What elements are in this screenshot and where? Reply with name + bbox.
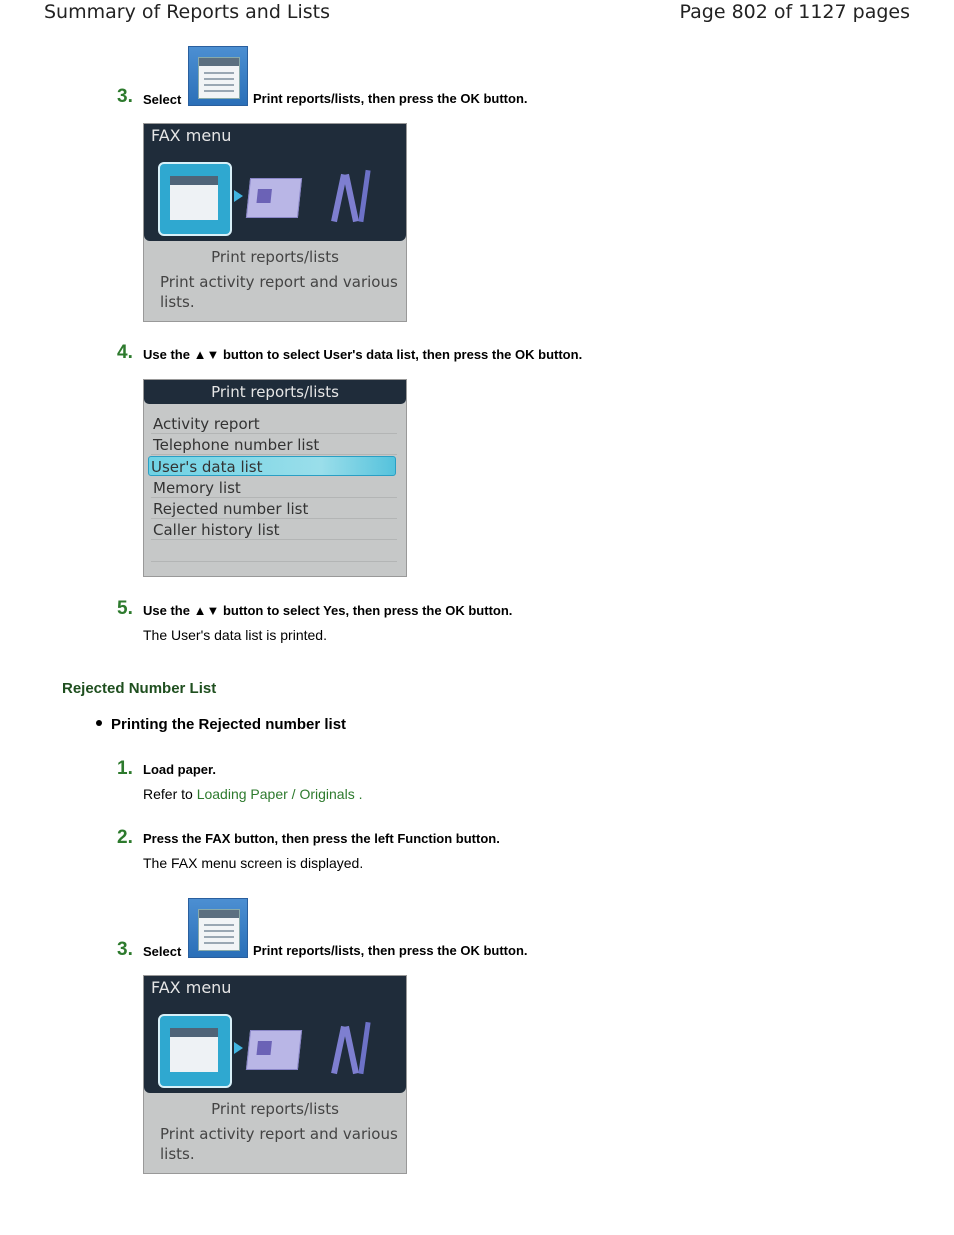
step-text: Print reports/lists, then press the (253, 91, 457, 106)
fax-menu-title: FAX menu (151, 978, 232, 997)
up-down-arrow-icon: ▲▼ (193, 603, 220, 618)
step-instruction: Load paper. (143, 762, 216, 777)
step-instruction (143, 944, 181, 959)
step-number: 3. (117, 86, 133, 107)
step-number: 5. (117, 598, 133, 619)
list-item-selected: User's data list (148, 456, 396, 476)
bullet-item (96, 716, 346, 733)
print-reports-icon (188, 898, 248, 958)
up-down-arrow-icon: ▲▼ (193, 347, 220, 362)
step-refer (143, 786, 362, 802)
step-text: Refer to (143, 786, 193, 802)
list-item: Memory list (151, 478, 397, 498)
ok-button-label: OK (460, 91, 480, 106)
address-card-icon (246, 1030, 302, 1070)
step-instruction (143, 92, 181, 107)
fax-button-label: FAX (205, 831, 231, 846)
ok-button-label: OK (515, 347, 535, 362)
section-heading: Rejected Number List (62, 680, 217, 697)
list-item: Caller history list (151, 520, 397, 540)
step-result: The User's data list is printed. (143, 627, 327, 643)
step-text: button. (483, 91, 528, 106)
step-text: button. (483, 943, 528, 958)
step-text: button to select User's data list, then press the (222, 347, 512, 362)
print-reports-icon (158, 162, 232, 236)
fax-menu-subtitle: Print reports/lists (211, 248, 339, 266)
step-text: button. (538, 347, 583, 362)
step-instruction (143, 347, 582, 362)
step-number: 3. (117, 939, 133, 960)
fax-menu-title: FAX menu (151, 126, 232, 145)
address-card-icon (246, 178, 302, 218)
step-text: Select (143, 944, 182, 959)
bullet-icon (96, 720, 102, 726)
print-reports-list-screen (143, 379, 407, 577)
step-text: button to select Yes, then press the (222, 603, 442, 618)
list-item-empty (151, 542, 397, 562)
step-text: Use the (143, 603, 190, 618)
page-header-title: Summary of Reports and Lists (44, 1, 331, 23)
step-text: button, then press the left Function button. (234, 831, 500, 846)
step-text: Use the (143, 347, 190, 362)
step-instruction (143, 831, 500, 846)
step-instruction (143, 603, 512, 618)
tools-icon (330, 168, 370, 222)
print-reports-icon (158, 1014, 232, 1088)
step-number: 4. (117, 342, 133, 363)
list-title: Print reports/lists (144, 380, 406, 404)
fax-menu-description: Print activity report and various lists. (160, 273, 398, 311)
arrow-right-icon (234, 190, 243, 202)
step-result: The FAX menu screen is displayed. (143, 855, 364, 871)
fax-menu-screen (143, 975, 407, 1174)
tools-icon (330, 1020, 370, 1074)
step-text: Press the (143, 831, 202, 846)
print-reports-icon (188, 46, 248, 106)
list-item: Rejected number list (151, 499, 397, 519)
fax-menu-subtitle: Print reports/lists (211, 1100, 339, 1118)
step-number: 2. (117, 827, 133, 848)
ok-button-label: OK (445, 603, 465, 618)
step-instruction-cont (253, 91, 528, 106)
list-item: Activity report (151, 414, 397, 434)
step-number: 1. (117, 758, 133, 779)
ok-button-label: OK (460, 943, 480, 958)
fax-menu-description: Print activity report and various lists. (160, 1125, 398, 1163)
bullet-text: Printing the Rejected number list (111, 716, 347, 733)
page-number: Page 802 of 1127 pages (679, 1, 910, 23)
loading-paper-link[interactable]: Loading Paper / Originals (196, 786, 355, 802)
step-text: Print reports/lists, then press the (253, 943, 457, 958)
step-text: button. (468, 603, 513, 618)
step-instruction-cont (253, 943, 528, 958)
step-text: . (358, 786, 363, 802)
step-text: Select (143, 92, 182, 107)
fax-menu-screen (143, 123, 407, 322)
arrow-right-icon (234, 1042, 243, 1054)
list-item: Telephone number list (151, 435, 397, 455)
